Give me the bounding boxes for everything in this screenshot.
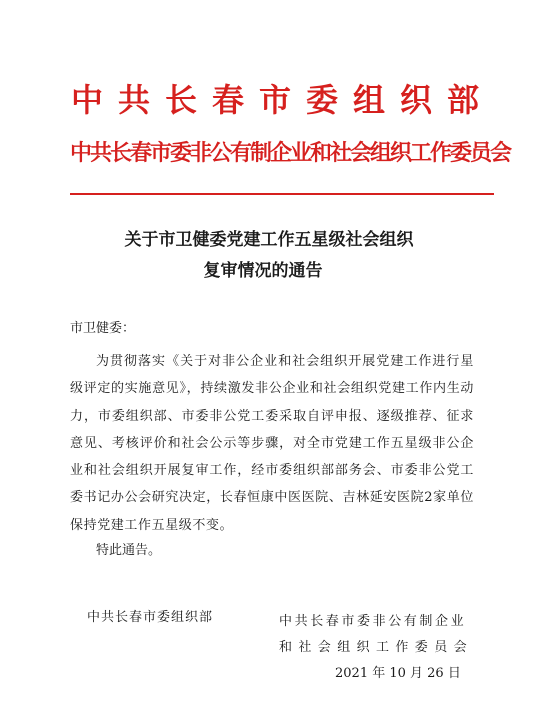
- salutation: 市卫健委：: [70, 321, 136, 336]
- closing-phrase: 特此通告。: [96, 543, 162, 558]
- signature-right-org-line1: 中共长春市委非公有制企业: [279, 614, 467, 629]
- signature-left-org: 中共长春市委组织部: [87, 610, 214, 625]
- document-title-line1: 关于市卫健委党建工作五星级社会组织: [124, 230, 414, 250]
- red-divider-line: [70, 193, 494, 195]
- body-paragraph: 为贯彻落实《关于对非公企业和社会组织开展党建工作进行星级评定的实施意见》，持续激发非公企业和社会组织党建工作内生动力，市委组织部、市委非公党工委采取自评申报、逐级推荐、征求意见、考核评价和社会公示等步骤，对全市党建工作五星级非公企业和社会组织开展复审工作，经市委组织部部务会、市委非公党工委书记办公会研究决定，长春恒康中医医院、吉林延安医院2家单位保持党建工作五星级不变。: [70, 354, 474, 533]
- issuer-name-primary: 中共长春市委组织部: [71, 81, 495, 119]
- signature-right-block: [279, 609, 473, 687]
- issuer-name-secondary: 中共长春市委非公有制企业和社会组织工作委员会: [70, 141, 511, 166]
- signature-right-org-line2: 和社会组织工作委员会: [279, 640, 474, 655]
- document-title-line2: 复审情况的通告: [203, 261, 323, 281]
- signature-date: 2021 年 10 月 26 日: [335, 666, 461, 681]
